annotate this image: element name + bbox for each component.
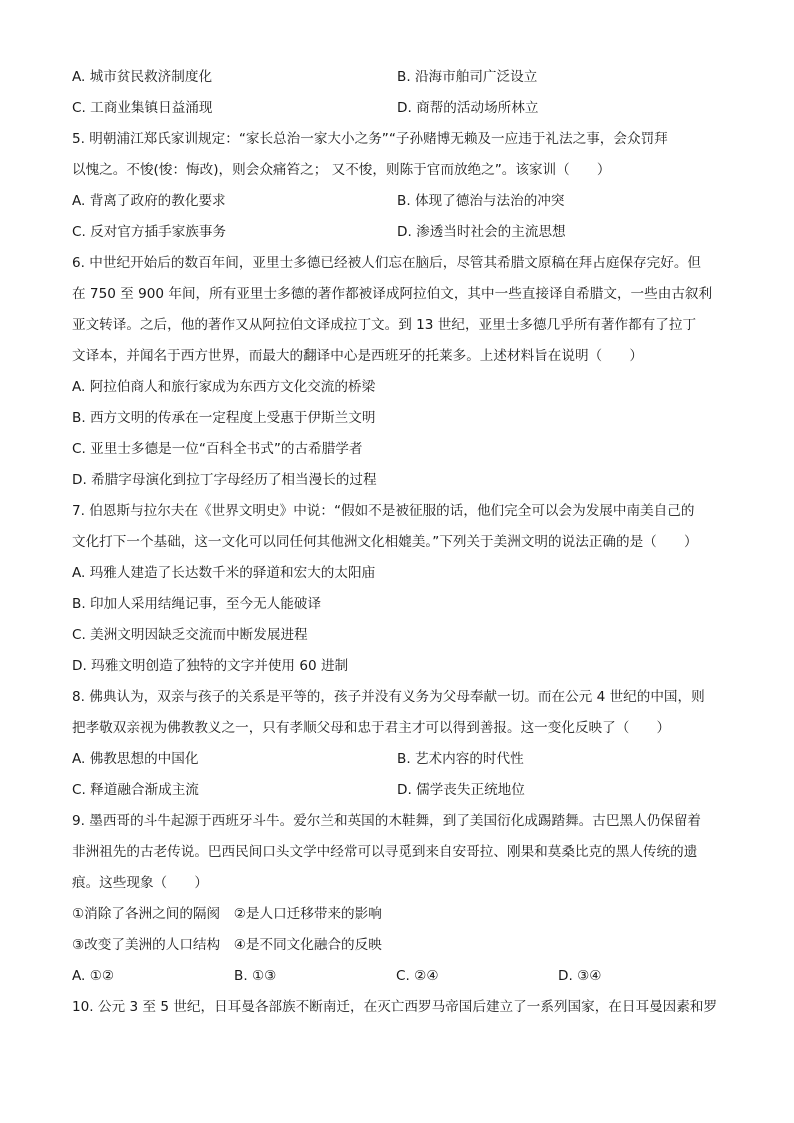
q9-option-b[interactable]: B. ①③	[234, 968, 277, 984]
q5-options-row-2	[72, 217, 732, 248]
q9-stem-line: 痕。这些现象（ ）	[72, 875, 208, 891]
q7-stem-line: 7. 伯恩斯与拉尔夫在《世界文明史》中说：“假如不是被征服的话，他们完全可以会为发展中南美自己的	[72, 503, 695, 519]
q4-option-b[interactable]: B. 沿海市舶司广泛设立	[397, 69, 538, 85]
q6-stem-line: 6. 中世纪开始后的数百年间，亚里士多德已经被人们忘在脑后，尽管其希腊文原稿在拜占庭保存完好。但	[72, 255, 702, 271]
q9-options-row	[72, 961, 732, 992]
q5-option-a[interactable]: A. 背离了政府的教化要求	[72, 193, 226, 209]
q7-option-a[interactable]: A. 玛雅人建造了长达数千米的驿道和宏大的太阳庙	[72, 565, 376, 581]
q8-stem-line: 8. 佛典认为，双亲与孩子的关系是平等的，孩子并没有义务为父母奉献一切。而在公元 4 世纪的中国，则	[72, 689, 705, 705]
q5-option-d[interactable]: D. 渗透当时社会的主流思想	[397, 224, 566, 240]
q5-option-c[interactable]: C. 反对官方插手家族事务	[72, 224, 227, 240]
q6-option-b[interactable]: B. 西方文明的传承在一定程度上受惠于伊斯兰文明	[72, 410, 376, 426]
q9-option-d[interactable]: D. ③④	[558, 968, 602, 984]
q5-stem-line: 5. 明朝浦江郑氏家训规定：“家长总治一家大小之务”“子孙赌博无赖及一应违于礼法之事，会众罚拜	[72, 131, 668, 147]
q6-stem-line: 在 750 至 900 年间，所有亚里士多德的著作都被译成阿拉伯文，其中一些直接译自希腊文，一些由古叙利	[72, 286, 713, 302]
q9-option-a[interactable]: A. ①②	[72, 968, 115, 984]
q10-stem-line: 10. 公元 3 至 5 世纪，日耳曼各部族不断南迁，在灭亡西罗马帝国后建立了一系列国家，在日耳曼因素和罗	[72, 999, 718, 1015]
q8-option-c[interactable]: C. 释道融合渐成主流	[72, 782, 199, 798]
q5-stem-line: 以愧之。不悛(悛：悔改)，则会众痛笞之； 又不悛，则陈于官而放绝之”。该家训（ ）	[72, 162, 611, 178]
q8-stem-line: 把孝敬双亲视为佛教教义之一，只有孝顺父母和忠于君主才可以得到善报。这一变化反映了（ ）	[72, 720, 671, 736]
question-content	[72, 62, 732, 1023]
q5-option-b[interactable]: B. 体现了德治与法治的冲突	[397, 193, 565, 209]
q6-option-a[interactable]: A. 阿拉伯商人和旅行家成为东西方文化交流的桥梁	[72, 379, 376, 395]
q9-stem-line: 9. 墨西哥的斗牛起源于西班牙斗牛。爱尔兰和英国的木鞋舞，到了美国衍化成踢踏舞。古巴黑人仍保留着	[72, 813, 702, 829]
q8-option-b[interactable]: B. 艺术内容的时代性	[397, 751, 524, 767]
q6-stem-line: 文译本，并闻名于西方世界，而最大的翻译中心是西班牙的托莱多。上述材料旨在说明（ ）	[72, 348, 643, 364]
q8-options-row-1	[72, 744, 732, 775]
q6-option-d[interactable]: D. 希腊字母演化到拉丁字母经历了相当漫长的过程	[72, 472, 377, 488]
q4-option-c[interactable]: C. 工商业集镇日益涌现	[72, 100, 213, 116]
q4-option-d[interactable]: D. 商帮的活动场所林立	[397, 100, 539, 116]
q4-option-a[interactable]: A. 城市贫民救济制度化	[72, 69, 213, 85]
q6-option-c[interactable]: C. 亚里士多德是一位“百科全书式”的古希腊学者	[72, 441, 363, 457]
q9-option-c[interactable]: C. ②④	[396, 968, 439, 984]
q7-stem-line: 文化打下一个基础，这一文化可以同任何其他洲文化相媲美。”下列关于美洲文明的说法正确的是（ ）	[72, 534, 698, 550]
q4-options-row-2	[72, 93, 732, 124]
q9-stem-line: 非洲祖先的古老传说。巴西民间口头文学中经常可以寻觅到来自安哥拉、刚果和莫桑比克的黑人传统的遗	[72, 844, 698, 860]
q8-options-row-2	[72, 775, 732, 806]
q6-stem-line: 亚文转译。之后，他的著作又从阿拉伯文译成拉丁文。到 13 世纪，亚里士多德几乎所有著作都有了拉丁	[72, 317, 697, 333]
q9-statements-line: ③改变了美洲的人口结构 ④是不同文化融合的反映	[72, 937, 382, 953]
q4-options-row-1	[72, 62, 732, 93]
q7-option-b[interactable]: B. 印加人采用结绳记事，至今无人能破译	[72, 596, 322, 612]
q8-option-a[interactable]: A. 佛教思想的中国化	[72, 751, 199, 767]
q7-option-c[interactable]: C. 美洲文明因缺乏交流而中断发展进程	[72, 627, 308, 643]
q7-option-d[interactable]: D. 玛雅文明创造了独特的文字并使用 60 进制	[72, 658, 349, 674]
q9-statements-line: ①消除了各洲之间的隔阂 ②是人口迁移带来的影响	[72, 906, 382, 922]
q5-options-row-1	[72, 186, 732, 217]
q8-option-d[interactable]: D. 儒学丧失正统地位	[397, 782, 525, 798]
